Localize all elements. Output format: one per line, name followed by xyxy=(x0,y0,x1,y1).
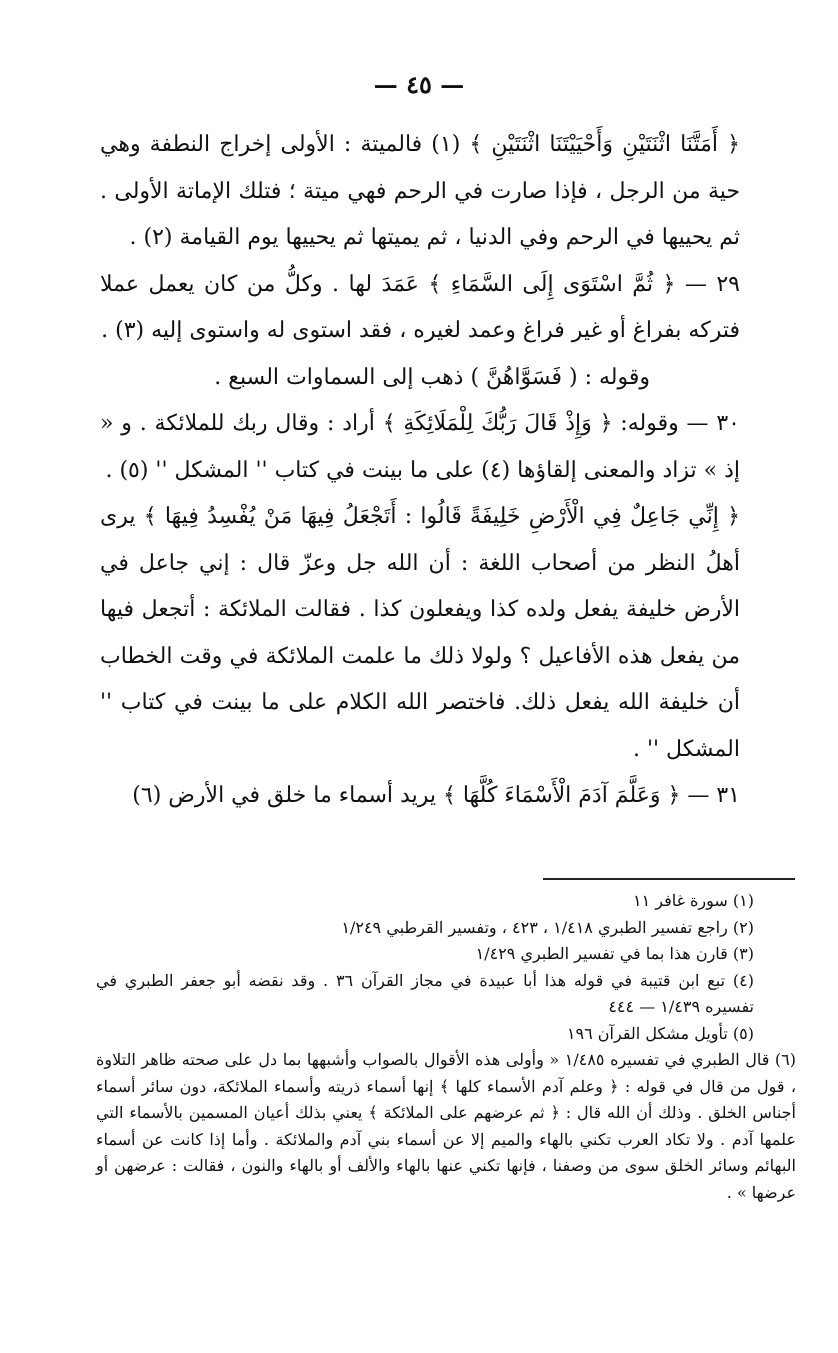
page-number: — ٤٥ — xyxy=(373,70,465,99)
footnote-divider xyxy=(543,878,795,880)
paragraph-verse-31: ٣١ — ﴿ وَعَلَّمَ آدَمَ الْأَسْمَاءَ كُلَّهَا ﴾ يريد أسماء ما خلق في الأرض (٦) xyxy=(132,783,740,808)
footnote-1: (١) سورة غافر ١١ xyxy=(632,891,754,910)
footnote-2: (٢) راجع تفسير الطبري ١/٤١٨ ، ٤٢٣ ، وتفسير القرطبي ١/٢٤٩ xyxy=(341,917,754,937)
footnote-4: (٤) تبع ابن قتيبة في قوله هذا أبا عبيدة في مجاز القرآن ٣٦ . وقد نقضه أبو جعفر الطبري في تفسيره ١/٤٣٩ — ٤٤٤ xyxy=(96,970,755,1016)
footnote-3: (٣) قارن هذا بما في تفسير الطبري ١/٤٢٩ xyxy=(475,944,754,963)
footnotes xyxy=(96,888,796,1206)
paragraph-khalifa: ﴿ إِنِّي جَاعِلٌ فِي الْأَرْضِ خَلِيفَةً قَالُوا : أَتَجْعَلُ فِيهَا مَنْ يُفْسِدُ فِيهَا ﴾ يرى أهلُ النظر من أصحاب اللغة : أن الله جل وعزّ قال : إني جاعل في الأرض خليفة يفعل ولده كذا ويفعلون كذا . فقالت الملائكة : أتجعل فيها من يفعل هذه الأفاعيل ؟ ولولا ذلك ما علمت الملائكة في وقت الخطاب أن خليفة الله يفعل ذلك. فاختصر الله الكلام على ما بينت في كتاب '' المشكل '' . xyxy=(100,504,740,762)
paragraph-verse-30: ٣٠ — وقوله: ﴿ وَإِذْ قَالَ رَبُّكَ لِلْمَلَائِكَةِ ﴾ أراد : وقال ربك للملائكة . و « إذ » تزاد والمعنى إلقاؤها (٤) على ما بينت في كتاب '' المشكل '' (٥) . xyxy=(100,411,740,483)
paragraph-fasawwahunna: وقوله : ( فَسَوَّاهُنَّ ) ذهب إلى السماوات السبع . xyxy=(214,364,650,390)
main-text xyxy=(100,122,740,820)
paragraph-intro: ﴿ أَمَتَّنَا اثْنَتَيْنِ وَأَحْيَيْتَنَا اثْنَتَيْنِ ﴾ (١) فالميتة : الأولى إخراج النطفة وهي حية من الرجل ، فإذا صارت في الرحم فهي ميتة ؛ فتلك الإماتة الأولى . ثم يحييها في الرحم وفي الدنيا ، ثم يميتها ثم يحييها يوم القيامة (٢) . xyxy=(100,132,740,250)
footnote-5: (٥) تأويل مشكل القرآن ١٩٦ xyxy=(566,1023,754,1043)
paragraph-verse-29: ٢٩ — ﴿ ثُمَّ اسْتَوَى إِلَى السَّمَاءِ ﴾ عَمَدَ لها . وكلُّ من كان يعمل عملا فتركه بفراغ أو غير فراغ وعمد لغيره ، فقد استوى له واستوى إليه (٣) . xyxy=(100,271,740,343)
footnote-6: (٦) قال الطبري في تفسيره ١/٤٨٥ « وأولى هذه الأقوال بالصواب وأشبهها بما دل على صحته ظاهر التلاوة ، قول من قال في قوله : ﴿ وعلم آدم الأسماء كلها ﴾ إنها أسماء ذريته وأسماء الملائكة، دون سائر أسماء أجناس الخلق . وذلك أن الله قال : ﴿ ثم عرضهم على الملائكة ﴾ يعني بذلك أعيان المسمين بالأسماء التي علمها آدم . ولا تكاد العرب تكني بالهاء والميم إلا عن أسماء بني آدم والملائكة . وأما إذا كانت عن أسماء البهائم وسائر الخلق سوى من وصفنا ، فإنها تكني عنها بالهاء والألف أو بالهاء والنون ، فقالت : عرضهن أو عرضها » . xyxy=(96,1050,797,1202)
